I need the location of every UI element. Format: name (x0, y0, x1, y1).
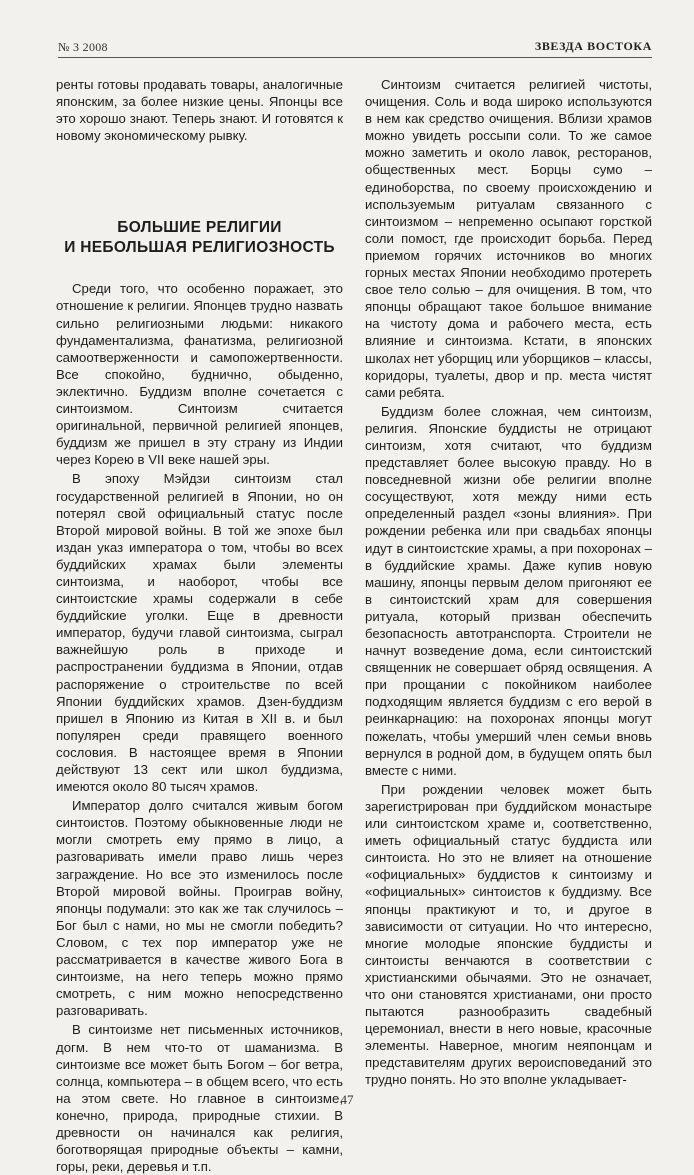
paragraph: Синтоизм считается религией чистоты, очищения. Соль и вода широко используются в нем как средство очищения. Вблизи храмов можно увидеть россыпи соли. То же самое можно заметить и около лавок, ресторанов, общественных мест. Борцы сумо – единоборства, по своему происхождению и используемым ритуалам связанного с синтоизмом – непременно осыпают горсткой соли помост, где происходит борьба. Перед приемом горячих источников во многих горных местах Японии необходимо протереть свое тело солью – для очищения. В том, что японцы обращают такое большое внимание на чистоту дома и рабочего места, есть влияние и синтоизма. Кстати, в японских школах нет уборщиц или уборщиков – классы, коридоры, туалеты, двор и пр. места чистят сами ребята. (365, 77, 652, 400)
section-heading (56, 218, 343, 258)
paragraph: В эпоху Мэйдзи синтоизм стал государственной религией в Японии, но он потерял свой официальный статус после Второй мировой войны. В той же эпохе был издан указ императора о том, чтобы во всех буддийских храмах были элементы синтоизма, и наоборот, чтобы все синтоистские храмы содержали в себе буддийские уголки. Еще в древности император, будучи главой синтоизма, сыграл важнейшую роль в приходе и распространении буддизма в Японии, отдав распоряжение о строительстве по всей Японии буддийских храмов. Дзен-буддизм пришел в Японию из Китая в XII в. и был популярен среди правящего военного сословия. В настоящее время в Японии действуют 13 сект или школ буддизма, имеются около 80 тысяч храмов. (56, 471, 343, 795)
intro-paragraph: ренты готовы продавать товары, аналогичные японским, за более низкие цены. Японцы все это хорошо знают. Теперь знают. И готовятся к новому экономическому рывку. (56, 77, 343, 144)
left-column (56, 76, 343, 1175)
heading-line-1: БОЛЬШИЕ РЕЛИГИИ (117, 219, 282, 237)
paragraph: В синтоизме нет письменных источников, догм. В нем что-то от шаманизма. В синтоизме все может быть Богом – бог ветра, солнца, компьютера – в общем всего, что есть на этом свете. Но главное в синтоизме, конечно, природа, природные стихии. В древности он начинался как религия, боготворящая природные объекты – камни, горы, реки, деревья и т.п. (56, 1022, 343, 1175)
issue-number: № 3 2008 (58, 40, 108, 54)
magazine-title: ЗВЕЗДА ВОСТОКА (534, 39, 652, 53)
header-rule (58, 57, 652, 58)
right-column (365, 76, 652, 1089)
paragraph: Буддизм более сложная, чем синтоизм, религия. Японские буддисты не отрицают синтоизм, хотя считают, что буддизм представляет более высокую правду. Но в повседневной жизни обе религии вполне сосуществуют, хотя между ними есть определенный раздел «зоны влияния». При рождении ребенка или при свадьбах японцы идут в синтоистские храмы, а при похоронах – в буддийские храмы. Даже купив новую машину, японцы первым делом пригоняют ее в синтоистский храм для совершения ритуала, который призван обеспечить безопасность автотранспорта. Строители не начнут возведение дома, если синтоистский священник не совершает обряд освящения. А при прощании с покойником наиболее подходящим является буддизм с его верой в реинкарнацию: на похоронах японцы могут пожелать, чтобы умерший член семьи вновь вернулся в родной дом, в будущем опять был вместе с ними. (365, 403, 652, 778)
page-number: 47 (340, 1092, 354, 1107)
paragraph: Среди того, что особенно поражает, это отношение к религии. Японцев трудно назвать сильно религиозными людьми: никакого фундаментализма, фанатизма, религиозной самоотверженности и самопожертвенности. Все спокойно, буднично, обыденно, эклектично. Буддизм вполне сочетается с синтоизмом. Синтоизм считается оригинальной, первичной религией японцев, буддизм же пришел в эту страну из Индии через Корею в VII веке нашей эры. (56, 281, 343, 468)
page-header (58, 36, 652, 58)
heading-line-2: И НЕБОЛЬШАЯ РЕЛИГИОЗНОСТЬ (64, 239, 335, 257)
paragraph: Император долго считался живым богом синтоистов. Поэтому обыкновенные люди не могли смотреть ему прямо в лицо, а разговаривать имели право лишь через заграждение. Но все это изменилось после Второй мировой войны. Проиграв войну, японцы подумали: это как же так случилось – Бог был с нами, но мы не смогли победить? Словом, с тех пор император уже не рассматривается в качестве живого Бога в синтоизме, на него теперь можно прямо смотреть, с ним можно непосредственно разговаривать. (56, 798, 343, 1019)
paragraph: При рождении человек может быть зарегистрирован при буддийском монастыре или синтоистском храме и, соответственно, иметь официальный статус буддиста или синтоиста. Но это не влияет на отношение «официальных» буддистов к синтоизму и «официальных» синтоистов к буддизму. Все японцы практикуют и то, и другое в зависимости от ситуации. Но что интересно, многие молодые японские буддисты и синтоисты венчаются в соответствии с христианскими обычаями. Это не означает, что они становятся христианами, они просто пытаются разнообразить свадебный церемониал, внести в него новые, красочные элементы. Наверное, многим неяпонцам и представителям других вероисповеданий это трудно понять. Но это вполне укладывает- (365, 781, 652, 1088)
